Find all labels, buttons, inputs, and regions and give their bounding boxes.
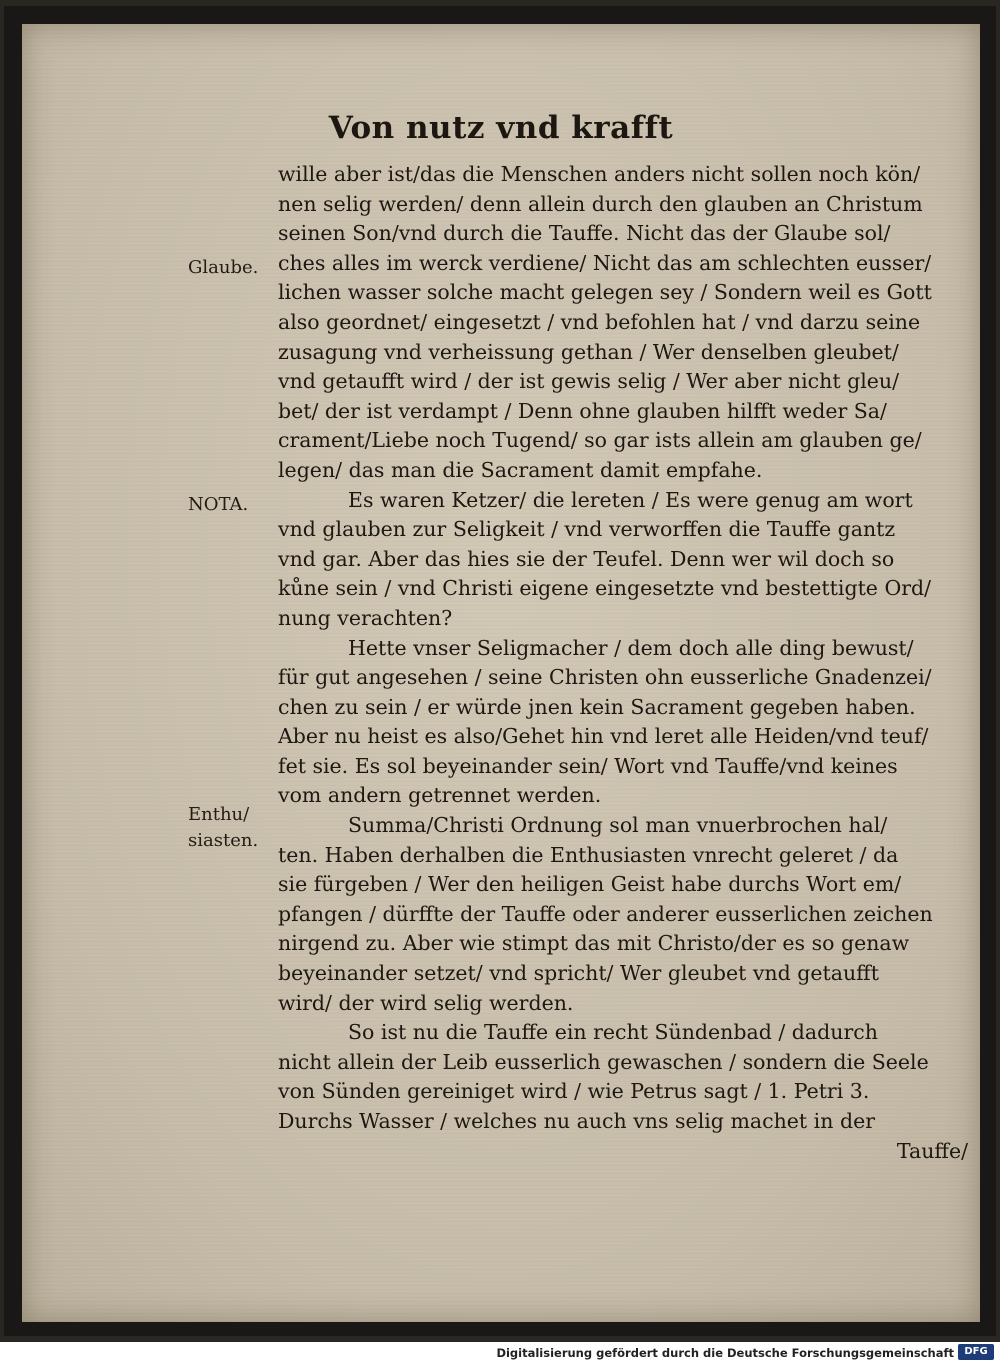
text-line: Es waren Ketzer/ die lereten / Es were genug am wort — [348, 487, 913, 512]
text-line: nung verachten? — [278, 605, 453, 630]
text-line: nicht allein der Leib eusserlich gewaschen / sondern die Seele — [278, 1049, 929, 1074]
text-line: fet sie. Es sol beyeinander sein/ Wort vnd Tauffe/vnd keines — [278, 753, 898, 778]
text-line: lichen wasser solche macht gelegen sey / Sondern weil es Gott — [278, 280, 932, 305]
running-head: Von nutz vnd krafft — [328, 110, 674, 146]
paper-leaf — [22, 24, 980, 1322]
text-line: vnd glauben zur Seligkeit / vnd verworffen die Tauffe gantz — [278, 517, 896, 542]
text-line: crament/Liebe noch Tugend/ so gar ists allein am glauben ge/ — [278, 428, 922, 453]
dfg-logo — [958, 1344, 994, 1360]
dfg-logo-text: DFG — [964, 1346, 988, 1357]
text-line: pfangen / dürffte der Tauffe oder anderer eusserlichen zeichen — [278, 901, 933, 926]
body-text — [278, 160, 968, 1166]
catchword: Tauffe/ — [896, 1138, 968, 1163]
text-line: Summa/Christi Ordnung sol man vnuerbrochen hal/ — [348, 813, 888, 838]
text-line: also geordnet/ eingesetzt / vnd befohlen hat / vnd darzu seine — [278, 309, 921, 334]
funding-credit: Digitalisierung gefördert durch die Deutsche Forschungsgemeinschaft — [496, 1346, 954, 1360]
text-line: nen selig werden/ denn allein durch den glauben an Christum — [278, 191, 923, 216]
text-line: ten. Haben derhalben die Enthusiasten vnrecht geleret / da — [278, 842, 899, 867]
marginal-note-nota: NOTA. — [188, 494, 249, 515]
text-line: vnd getaufft wird / der ist gewis selig / Wer aber nicht gleu/ — [278, 369, 900, 394]
text-line: beyeinander setzet/ vnd spricht/ Wer gleubet vnd getaufft — [278, 961, 879, 986]
text-line: Aber nu heist es also/Gehet hin vnd leret alle Heiden/vnd teuf/ — [278, 724, 929, 749]
text-line: ches alles im werck verdiene/ Nicht das am schlechten eusser/ — [278, 250, 932, 275]
marginal-note-glaube: Glaube. — [188, 257, 259, 278]
text-line: für gut angesehen / seine Christen ohn eusserliche Gnadenzei/ — [278, 665, 932, 690]
text-line: vom andern getrennet werden. — [278, 783, 602, 808]
text-line: Hette vnser Seligmacher / dem doch alle ding bewust/ — [348, 635, 914, 660]
text-line: Durchs Wasser / welches nu auch vns selig machet in der — [278, 1109, 876, 1133]
text-line: chen zu sein / er würde jnen kein Sacrament gegeben haben. — [278, 694, 916, 719]
text-line: wille aber ist/das die Menschen anders nicht sollen noch kön/ — [278, 162, 921, 186]
text-line: wird/ der wird selig werden. — [278, 990, 574, 1015]
text-line: von Sünden gereiniget wird / wie Petrus sagt / 1. Petri 3. — [278, 1079, 870, 1104]
text-line: So ist nu die Tauffe ein recht Sündenbad / dadurch — [348, 1020, 878, 1045]
text-line: kůne sein / vnd Christi eigene eingesetzte vnd bestettigte Ord/ — [278, 576, 932, 601]
text-line: legen/ das man die Sacrament damit empfahe. — [278, 457, 763, 482]
text-line: seinen Son/vnd durch die Tauffe. Nicht das der Glaube sol/ — [278, 221, 891, 246]
scanned-page — [4, 6, 996, 1336]
text-line: vnd gar. Aber das hies sie der Teufel. Denn wer wil doch so — [278, 546, 895, 571]
marginal-note-enthusiasten-2: siasten. — [188, 830, 259, 851]
text-line: bet/ der ist verdampt / Denn ohne glauben hilfft weder Sa/ — [278, 398, 887, 423]
text-line: sie fürgeben / Wer den heiligen Geist habe durchs Wort em/ — [278, 872, 902, 897]
text-line: nirgend zu. Aber wie stimpt das mit Christo/der es so genaw — [278, 931, 910, 956]
marginal-note-enthusiasten-1: Enthu/ — [188, 804, 250, 825]
text-line: zusagung vnd verheissung gethan / Wer denselben gleubet/ — [278, 339, 899, 364]
